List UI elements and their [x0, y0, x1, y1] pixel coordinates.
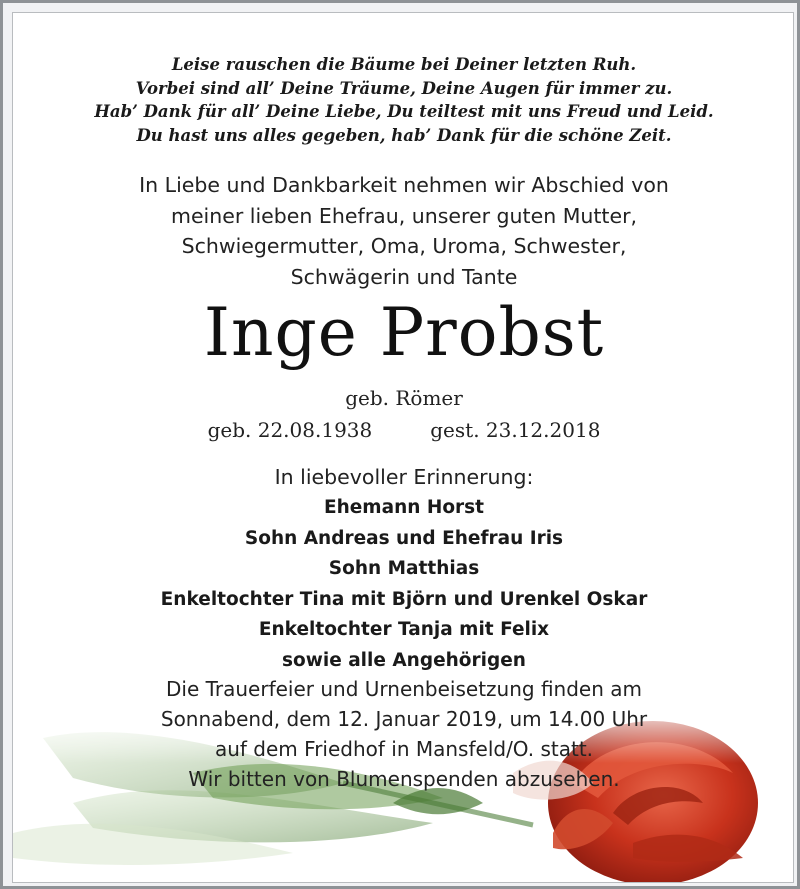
birth-date: geb. 22.08.1938	[207, 418, 373, 442]
family-member: sowie alle Angehörigen	[282, 649, 526, 671]
intro-line: Schwiegermutter, Oma, Uroma, Schwester,	[181, 234, 627, 258]
notice-panel	[12, 12, 794, 883]
poem-line: Du hast uns alles gegeben, hab’ Dank für die schöne Zeit.	[136, 125, 672, 145]
deceased-name: Inge Probst	[203, 294, 605, 371]
poem-line: Vorbei sind all’ Deine Träume, Deine Augen für immer zu.	[135, 78, 673, 98]
intro-line: In Liebe und Dankbarkeit nehmen wir Abschied von	[139, 173, 669, 197]
life-dates	[13, 416, 794, 444]
family-member: Sohn Andreas und Ehefrau Iris	[244, 527, 564, 549]
maiden-name: geb. Römer	[345, 386, 463, 410]
funeral-line: auf dem Friedhof in Mansfeld/O. statt.	[214, 737, 594, 761]
poem-line: Leise rauschen die Bäume bei Deiner letzten Ruh.	[171, 55, 637, 74]
funeral-line: Sonnabend, dem 12. Januar 2019, um 14.00 Uhr	[160, 707, 648, 731]
family-list	[13, 493, 794, 676]
death-date: gest. 23.12.2018	[430, 418, 601, 442]
intro-line: Schwägerin und Tante	[290, 264, 518, 289]
family-member: Ehemann Horst	[323, 497, 485, 518]
poem	[13, 53, 794, 147]
intro-text	[13, 170, 794, 292]
funeral-info	[13, 674, 794, 794]
memory-heading: In liebevoller Erinnerung:	[274, 465, 534, 489]
family-member: Sohn Matthias	[328, 558, 480, 579]
poem-line: Hab’ Dank für all’ Deine Liebe, Du teiltest mit uns Freud und Leid.	[94, 102, 714, 121]
funeral-line: Wir bitten von Blumenspenden abzusehen.	[188, 767, 620, 791]
family-member: Enkeltochter Tina mit Björn und Urenkel Oskar	[160, 588, 648, 610]
funeral-line: Die Trauerfeier und Urnenbeisetzung finden am	[165, 677, 642, 701]
intro-line: meiner lieben Ehefrau, unserer guten Mutter,	[170, 203, 638, 228]
family-member: Enkeltochter Tanja mit Felix	[258, 619, 550, 640]
